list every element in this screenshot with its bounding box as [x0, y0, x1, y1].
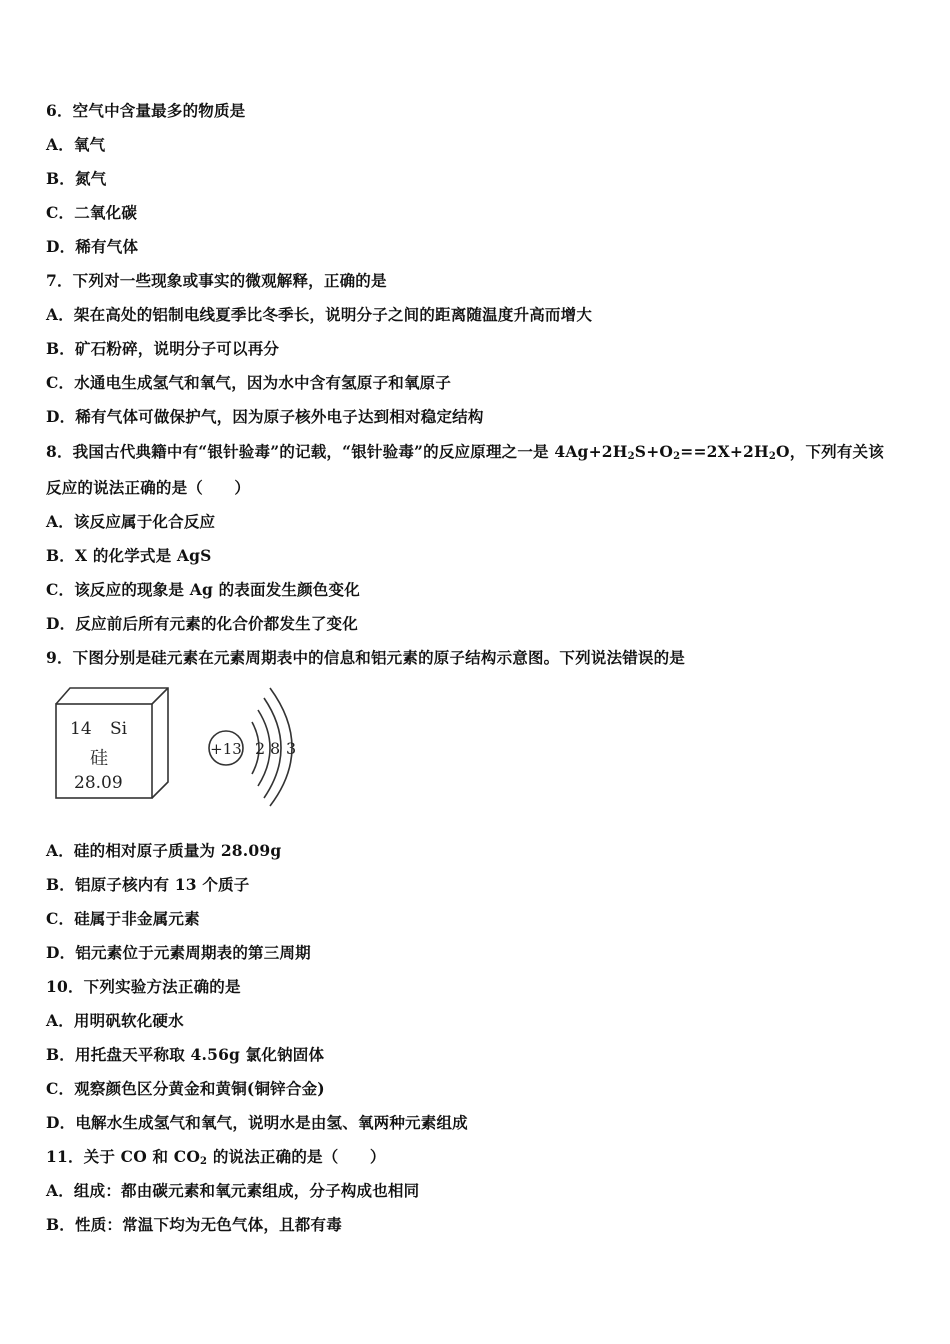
question-10-option-d: D．电解水生成氢气和氧气，说明水是由氢、氧两种元素组成: [46, 1113, 468, 1132]
question-8-option-d: D．反应前后所有元素的化合价都发生了变化: [46, 614, 358, 633]
shell-2-electrons: 8: [270, 739, 281, 758]
question-8-option-c: C．该反应的现象是 Ag 的表面发生颜色变化: [46, 580, 360, 599]
question-7-option-a: A．架在高处的铝制电线夏季比冬季长，说明分子之间的距离随温度升高而增大: [46, 305, 593, 324]
question-9-option-d: D．铝元素位于元素周期表的第三周期: [46, 943, 311, 962]
nucleus-charge: +13: [210, 740, 242, 758]
shell-3-electrons: 3: [286, 739, 297, 758]
question-11-option-a: A．组成：都由碳元素和氧元素组成，分子构成也相同: [46, 1181, 420, 1200]
question-8-stem-continued: 反应的说法正确的是（ ）: [46, 478, 251, 497]
question-10-option-a: A．用明矾软化硬水: [46, 1011, 184, 1030]
question-7-option-d: D．稀有气体可做保护气，因为原子核外电子达到相对稳定结构: [46, 407, 484, 426]
element-atomic-number: 14: [70, 719, 92, 739]
question-6-option-a: A．氧气: [46, 135, 106, 154]
shell-1-electrons: 2: [255, 739, 266, 758]
question-11-stem: 11．关于 CO 和 $CO_2$ 的说法正确的是（ ）: [46, 1147, 386, 1167]
question-8-option-a: A．该反应属于化合反应: [46, 512, 216, 531]
element-name: 硅: [90, 748, 108, 769]
question-8-option-b: B．X 的化学式是 AgS: [46, 546, 212, 565]
question-6-option-c: C．二氧化碳: [46, 203, 138, 222]
question-10-option-b: B．用托盘天平称取 4.56g 氯化钠固体: [46, 1045, 325, 1064]
question-6-stem: 6．空气中含量最多的物质是: [46, 101, 246, 120]
question-9-option-a: A．硅的相对原子质量为 28.09g: [46, 841, 282, 860]
question-10-stem: 10．下列实验方法正确的是: [46, 977, 241, 996]
element-atomic-mass: 28.09: [74, 773, 123, 793]
question-10-option-c: C．观察颜色区分黄金和黄铜(铜锌合金): [46, 1079, 325, 1098]
question-8-stem: 8．我国古代典籍中有“银针验毒”的记载，“银针验毒”的反应原理之一是 $4Ag+2H_2S+O_2==2X+2H_2O$，下列有关该: [46, 442, 884, 462]
question-9-figure-svg: [52, 684, 312, 808]
question-9-stem: 9．下图分别是硅元素在元素周期表中的信息和铝元素的原子结构示意图。下列说法错误的是: [46, 648, 685, 667]
question-6-option-b: B．氮气: [46, 169, 107, 188]
question-7-option-b: B．矿石粉碎，说明分子可以再分: [46, 339, 280, 358]
question-7-option-c: C．水通电生成氢气和氧气，因为水中含有氢原子和氧原子: [46, 373, 452, 392]
question-9-option-b: B．铝原子核内有 13 个质子: [46, 875, 250, 894]
question-9-figure: [52, 684, 312, 808]
question-7-stem: 7．下列对一些现象或事实的微观解释，正确的是: [46, 271, 387, 290]
element-symbol: Si: [110, 719, 128, 739]
question-11-option-b: B．性质：常温下均为无色气体，且都有毒: [46, 1215, 342, 1234]
question-9-option-c: C．硅属于非金属元素: [46, 909, 200, 928]
question-6-option-d: D．稀有气体: [46, 237, 139, 256]
